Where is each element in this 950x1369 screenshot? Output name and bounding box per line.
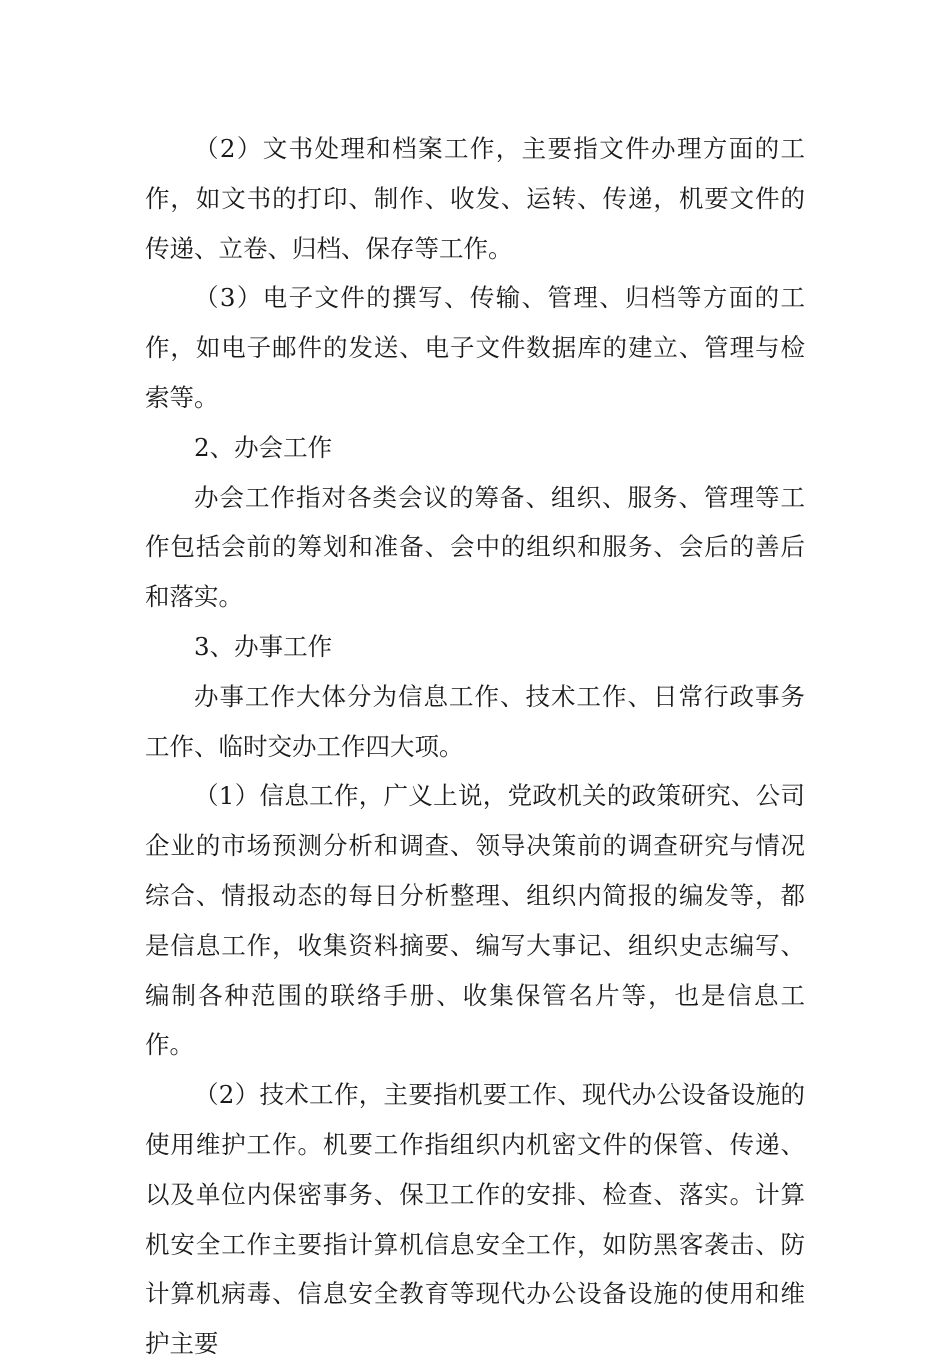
section-heading-meetings: 2、办会工作: [194, 432, 333, 462]
document-page: [145, 124, 805, 1369]
paragraph-electronic-files: （3）电子文件的撰写、传输、管理、归档等方面的工作，如电子邮件的发送、电子文件数据库的建立、管理与检索等。: [145, 283, 805, 412]
paragraph-document-handling: （2）文书处理和档案工作，主要指文件办理方面的工作，如文书的打印、制作、收发、运转、传递，机要文件的传递、立卷、归档、保存等工作。: [145, 134, 805, 263]
paragraph-information-work: （1）信息工作，广义上说，党政机关的政策研究、公司企业的市场预测分析和调查、领导决策前的调查研究与情况综合、情报动态的每日分析整理、组织内简报的编发等，都是信息工作，收集资料摘要、编写大事记、组织史志编写、编制各种范围的联络手册、收集保管名片等，也是信息工作。: [145, 781, 805, 1060]
paragraph-meetings: 办会工作指对各类会议的筹备、组织、服务、管理等工作包括会前的筹划和准备、会中的组织和服务、会后的善后和落实。: [145, 482, 805, 612]
paragraph-affairs-overview: 办事工作大体分为信息工作、技术工作、日常行政事务工作、临时交办工作四大项。: [145, 681, 805, 761]
section-heading-affairs: 3、办事工作: [194, 631, 333, 661]
paragraph-technical-work: （2）技术工作，主要指机要工作、现代办公设备设施的使用维护工作。机要工作指组织内机密文件的保管、传递、以及单位内保密事务、保卫工作的安排、检查、落实。计算机安全工作主要指计算机信息安全工作，如防黑客袭击、防计算机病毒、信息安全教育等现代办公设备设施的使用和维护主要: [145, 1080, 805, 1359]
